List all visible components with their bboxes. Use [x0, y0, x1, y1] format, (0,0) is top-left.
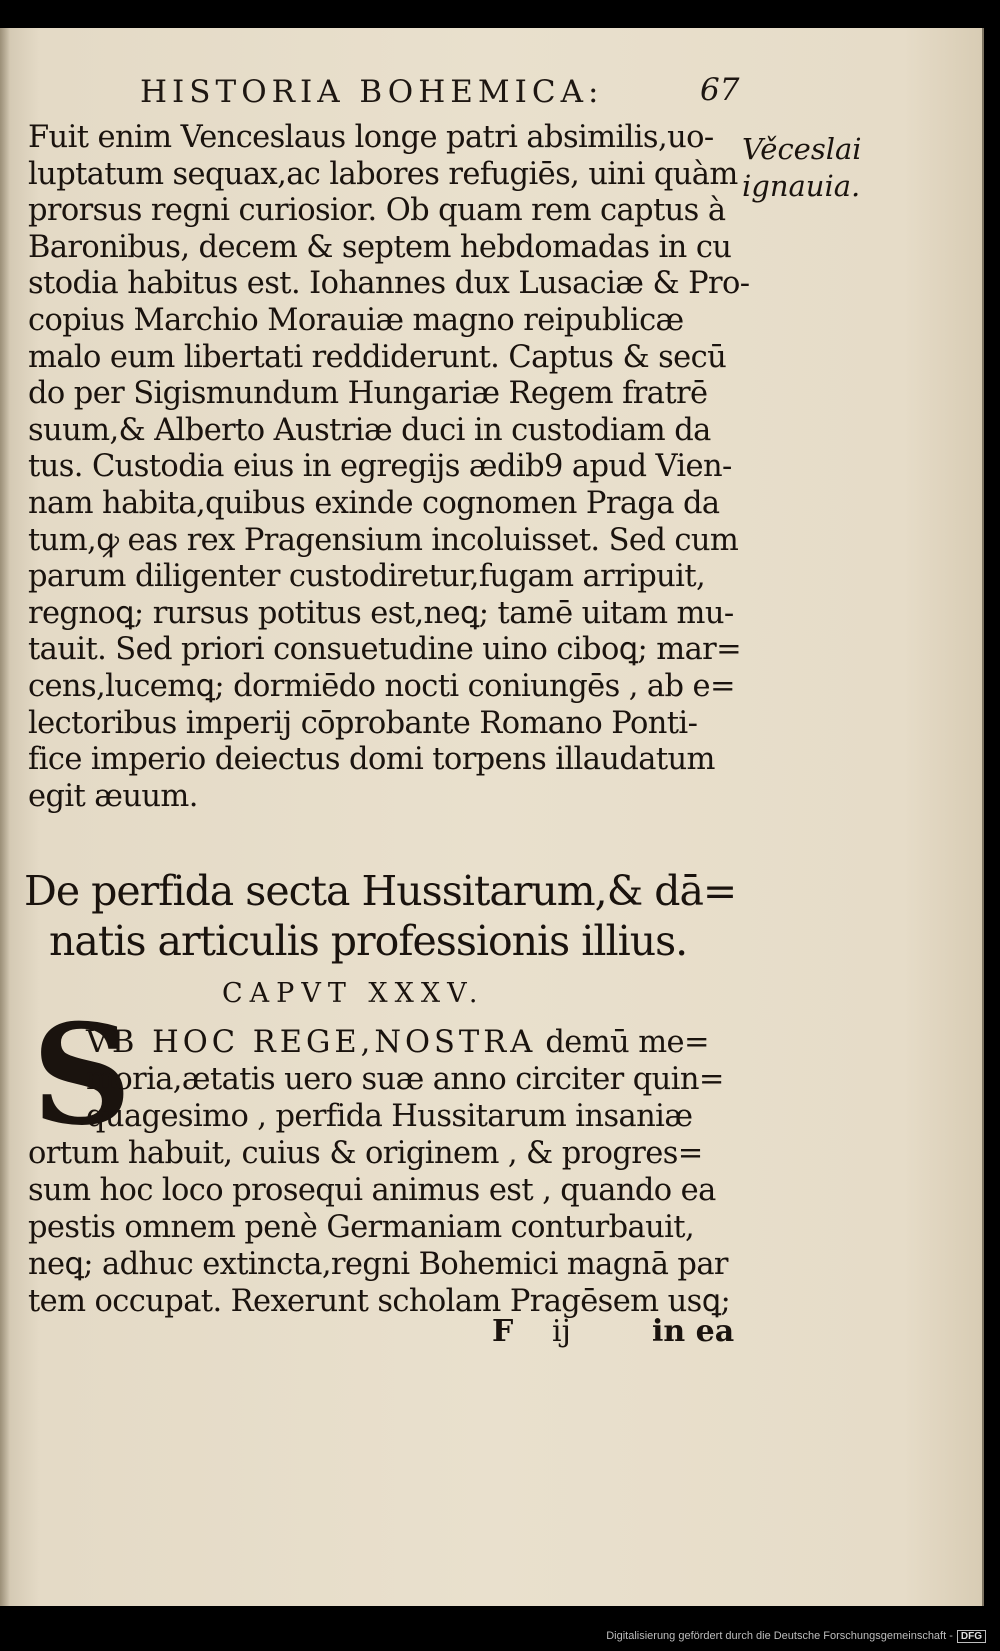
body-text: [28, 120, 750, 815]
chapter-heading: [24, 866, 737, 966]
text-line: tauit. Sed priori consuetudine uino ciboꝗ; mar=: [28, 632, 742, 668]
text-line: nam habita,quibus exinde cognomen Praga da: [28, 485, 720, 521]
text-line: suum,& Alberto Austriæ duci in custodiam da: [28, 412, 711, 448]
digitization-credit: [606, 1630, 986, 1643]
heading-line: De perfida secta Hussitarum,& dā=: [24, 867, 737, 915]
small-caps-opening: VB HOC REGE,NOSTRA: [86, 1025, 537, 1060]
text-line: [28, 1024, 738, 1061]
text-line: Baronibus, decem & septem hebdomadas in cu: [28, 229, 732, 265]
text-line: egit æuum.: [28, 778, 198, 814]
text-line: regnoꝗ; rursus potitus est,neꝗ; tamē uitam mu-: [28, 595, 734, 631]
chapter-text: [28, 1024, 738, 1320]
marginal-note: [742, 131, 892, 205]
text-line: prorsus regni curiosior. Ob quam rem captus à: [28, 193, 726, 229]
text-line: tus. Custodia eius in egregijs ædib9 apud Vien-: [28, 449, 732, 485]
chapter-number: CAPVT XXXV.: [222, 978, 485, 1009]
signature-number: ij: [552, 1314, 571, 1349]
text-line: copius Marchio Morauiæ magno reipublicæ: [28, 302, 684, 338]
running-head: [140, 74, 750, 124]
credit-text: Digitalisierung gefördert durch die Deutsche Forschungsgemeinschaft -: [606, 1630, 953, 1642]
text-line: Fuit enim Venceslaus longe patri absimilis,uo-: [28, 120, 714, 155]
text-line: luptatum sequax,ac labores refugiēs, uini quàm: [28, 156, 738, 192]
text-line: malo eum libertati reddiderunt. Captus & secū: [28, 339, 727, 375]
text-line: neꝗ; adhuc extincta,regni Bohemici magnā par: [28, 1247, 728, 1282]
text-line: fice imperio deiectus domi torpens illaudatum: [28, 742, 715, 778]
text-line: cens,lucemꝗ; dormiēdo nocti coniungēs , ab e=: [28, 668, 735, 704]
text-line: tum,ꝙ eas rex Pragensium incoluisset. Sed cum: [28, 522, 739, 558]
dfg-logo: DFG: [957, 1630, 986, 1643]
catchword: in ea: [652, 1314, 735, 1349]
heading-line: natis articulis professionis illius.: [49, 917, 688, 965]
text-line: pestis omnem penè Germaniam conturbauit,: [28, 1210, 695, 1245]
marginal-note-line: ignauia.: [742, 169, 861, 203]
running-title: HISTORIA BOHEMICA:: [140, 74, 604, 110]
text-line: do per Sigismundum Hungariæ Regem fratrē: [28, 376, 708, 412]
book-page: [0, 28, 984, 1606]
text-line: lectoribus imperij cōprobante Romano Ponti-: [28, 705, 698, 741]
page-number: 67: [700, 72, 740, 108]
text-line: moria,ætatis uero suæ anno circiter quin=: [86, 1062, 724, 1097]
text-line: tem occupat. Rexerunt scholam Pragēsem usꝗ;: [28, 1284, 731, 1319]
text-line: quagesimo , perfida Hussitarum insaniæ: [86, 1099, 693, 1134]
signature-mark: F: [492, 1314, 514, 1349]
text-line: parum diligenter custodiretur,fugam arripuit,: [28, 559, 706, 595]
text-line: sum hoc loco prosequi animus est , quando ea: [28, 1173, 716, 1208]
marginal-note-line: Věceslai: [742, 132, 862, 166]
text-line: stodia habitus est. Iohannes dux Lusaciæ & Pro-: [28, 266, 750, 302]
opening-rest: demū me=: [545, 1025, 709, 1060]
text-line: ortum habuit, cuius & originem , & progres=: [28, 1136, 703, 1171]
drop-cap: S: [32, 993, 132, 1156]
